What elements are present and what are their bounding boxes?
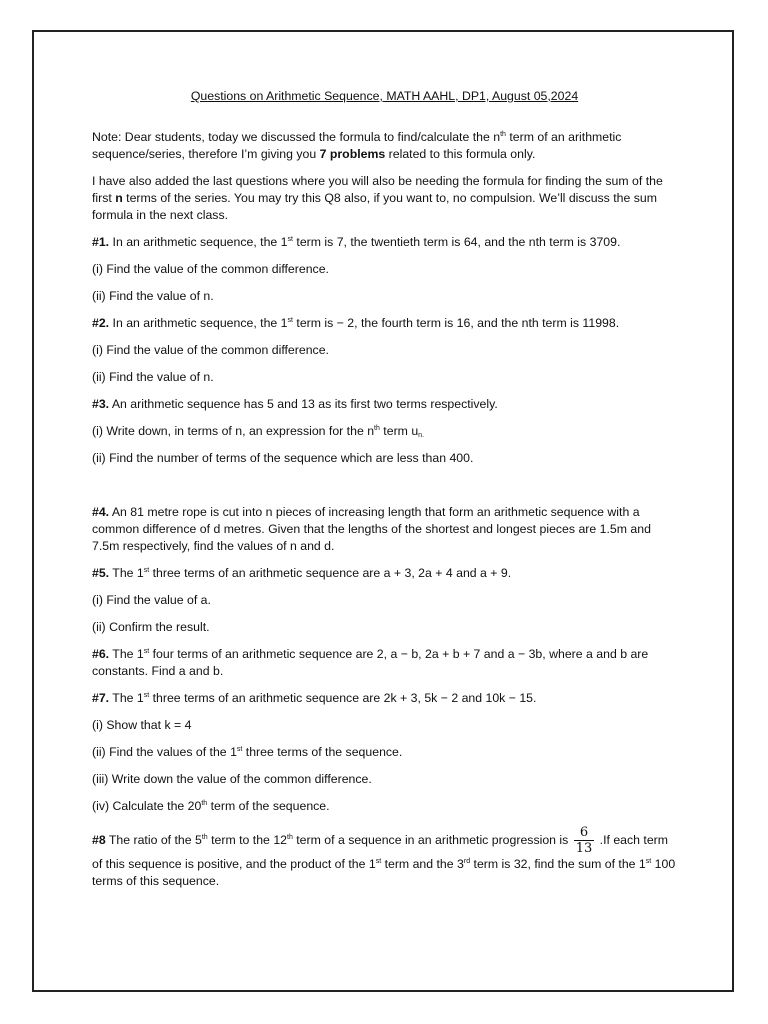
text: Note: Dear students, today we discussed the formula to find/calculate the n xyxy=(92,130,501,144)
spacer xyxy=(92,477,677,504)
text: term u xyxy=(379,424,419,438)
question-1 xyxy=(92,234,677,251)
text: .If each term of this sequence is positive, and the product of the 1 xyxy=(92,832,669,871)
question-5 xyxy=(92,565,677,582)
superscript: st xyxy=(143,648,150,655)
superscript: th xyxy=(201,800,208,807)
text: (ii) Find the values of the 1 xyxy=(92,745,237,759)
text: four terms of an arithmetic sequence are 2, a − b, 2a + b + 7 and a − 3b, where a and b are constants. Find a and b. xyxy=(92,647,649,678)
question-2-part-i: (i) Find the value of the common difference. xyxy=(92,343,329,357)
superscript: th xyxy=(374,425,380,432)
question-4 xyxy=(92,504,677,555)
note-paragraph-1 xyxy=(92,129,677,163)
text: three terms of an arithmetic sequence are 2k + 3, 5k − 2 and 10k − 15. xyxy=(149,691,537,705)
superscript: st xyxy=(236,746,243,753)
text: The 1 xyxy=(109,691,144,705)
text: term is 32, find the sum of the 1 xyxy=(470,857,646,871)
question-number: #8 xyxy=(92,832,106,847)
question-7 xyxy=(92,690,677,707)
text: term and the 3 xyxy=(381,857,464,871)
question-8 xyxy=(92,825,677,890)
text: three terms of an arithmetic sequence are a + 3, 2a + 4 and a + 9. xyxy=(149,566,512,580)
text: related to this formula only. xyxy=(385,147,536,161)
question-3-part-i xyxy=(92,423,677,440)
superscript: st xyxy=(375,858,382,865)
superscript: th xyxy=(287,833,293,841)
question-7-part-ii xyxy=(92,744,677,761)
text: 100 terms of this sequence. xyxy=(92,857,676,888)
superscript: st xyxy=(645,858,652,865)
question-number: #2. xyxy=(92,316,110,330)
superscript: th xyxy=(201,833,208,841)
text: The 1 xyxy=(109,566,144,580)
question-5-part-ii: (ii) Confirm the result. xyxy=(92,620,210,634)
question-2-part-ii: (ii) Find the value of n. xyxy=(92,370,214,384)
fraction-denominator: 13 xyxy=(575,841,593,856)
text: term of the sequence. xyxy=(207,799,330,813)
text: In an arithmetic sequence, the 1 xyxy=(109,235,288,249)
note-paragraph-2 xyxy=(92,173,677,224)
text: (i) Write down, in terms of n, an expression for the n xyxy=(92,424,375,438)
superscript: st xyxy=(287,317,293,324)
bold-text: 7 problems xyxy=(319,147,386,161)
superscript: rd xyxy=(463,858,471,865)
text: I have also added the last questions where you will also be needing the formula for finding the sum of the first xyxy=(92,174,663,205)
question-number: #4. xyxy=(92,505,110,519)
subscript: n. xyxy=(418,432,425,439)
question-3 xyxy=(92,396,677,413)
bold-text: n xyxy=(115,191,123,205)
fraction xyxy=(574,825,595,856)
text: terms of the series. You may try this Q8 also, if you want to, no compulsion. We’ll discuss the sum formula in the next class. xyxy=(92,191,657,222)
question-1-part-i: (i) Find the value of the common difference. xyxy=(92,262,329,276)
question-2 xyxy=(92,315,677,332)
question-number: #6. xyxy=(92,647,110,661)
question-7-part-iv xyxy=(92,798,677,815)
text: The 1 xyxy=(109,647,144,661)
superscript: th xyxy=(500,131,506,138)
question-1-part-ii: (ii) Find the value of n. xyxy=(92,289,214,303)
text: term to the 12 xyxy=(207,832,287,847)
text: An 81 metre rope is cut into n pieces of increasing length that form an arithmetic sequence with a common difference of d metres. Given that the lengths of the shortest and longest pieces are 1.5m and 7.5m respectively, find the values of n and d. xyxy=(92,505,651,553)
question-number: #3. xyxy=(92,397,110,411)
text: In an arithmetic sequence, the 1 xyxy=(109,316,288,330)
text: term of an arithmetic sequence/series, therefore I’m giving you xyxy=(92,130,622,161)
text: term is 7, the twentieth term is 64, and the nth term is 3709. xyxy=(292,235,621,249)
question-number: #1. xyxy=(92,235,110,249)
superscript: st xyxy=(143,567,150,574)
question-6 xyxy=(92,646,677,680)
text: three terms of the sequence. xyxy=(242,745,403,759)
question-7-part-iii: (iii) Write down the value of the common difference. xyxy=(92,772,372,786)
superscript: st xyxy=(287,236,293,243)
text: (iv) Calculate the 20 xyxy=(92,799,202,813)
text: An arithmetic sequence has 5 and 13 as its first two terms respectively. xyxy=(109,397,498,411)
fraction-numerator: 6 xyxy=(579,825,589,840)
question-5-part-i: (i) Find the value of a. xyxy=(92,593,211,607)
page-title: Questions on Arithmetic Sequence, MATH AAHL, DP1, August 05,2024 xyxy=(190,89,579,103)
question-number: #7. xyxy=(92,691,110,705)
question-7-part-i: (i) Show that k = 4 xyxy=(92,718,192,732)
text: The ratio of the 5 xyxy=(105,832,202,847)
text: term is − 2, the fourth term is 16, and the nth term is 11998. xyxy=(292,316,620,330)
question-3-part-ii: (ii) Find the number of terms of the sequence which are less than 400. xyxy=(92,451,474,465)
question-number: #5. xyxy=(92,566,110,580)
text: term of a sequence in an arithmetic progression is xyxy=(292,832,572,847)
worksheet xyxy=(92,88,677,900)
superscript: st xyxy=(143,692,150,699)
